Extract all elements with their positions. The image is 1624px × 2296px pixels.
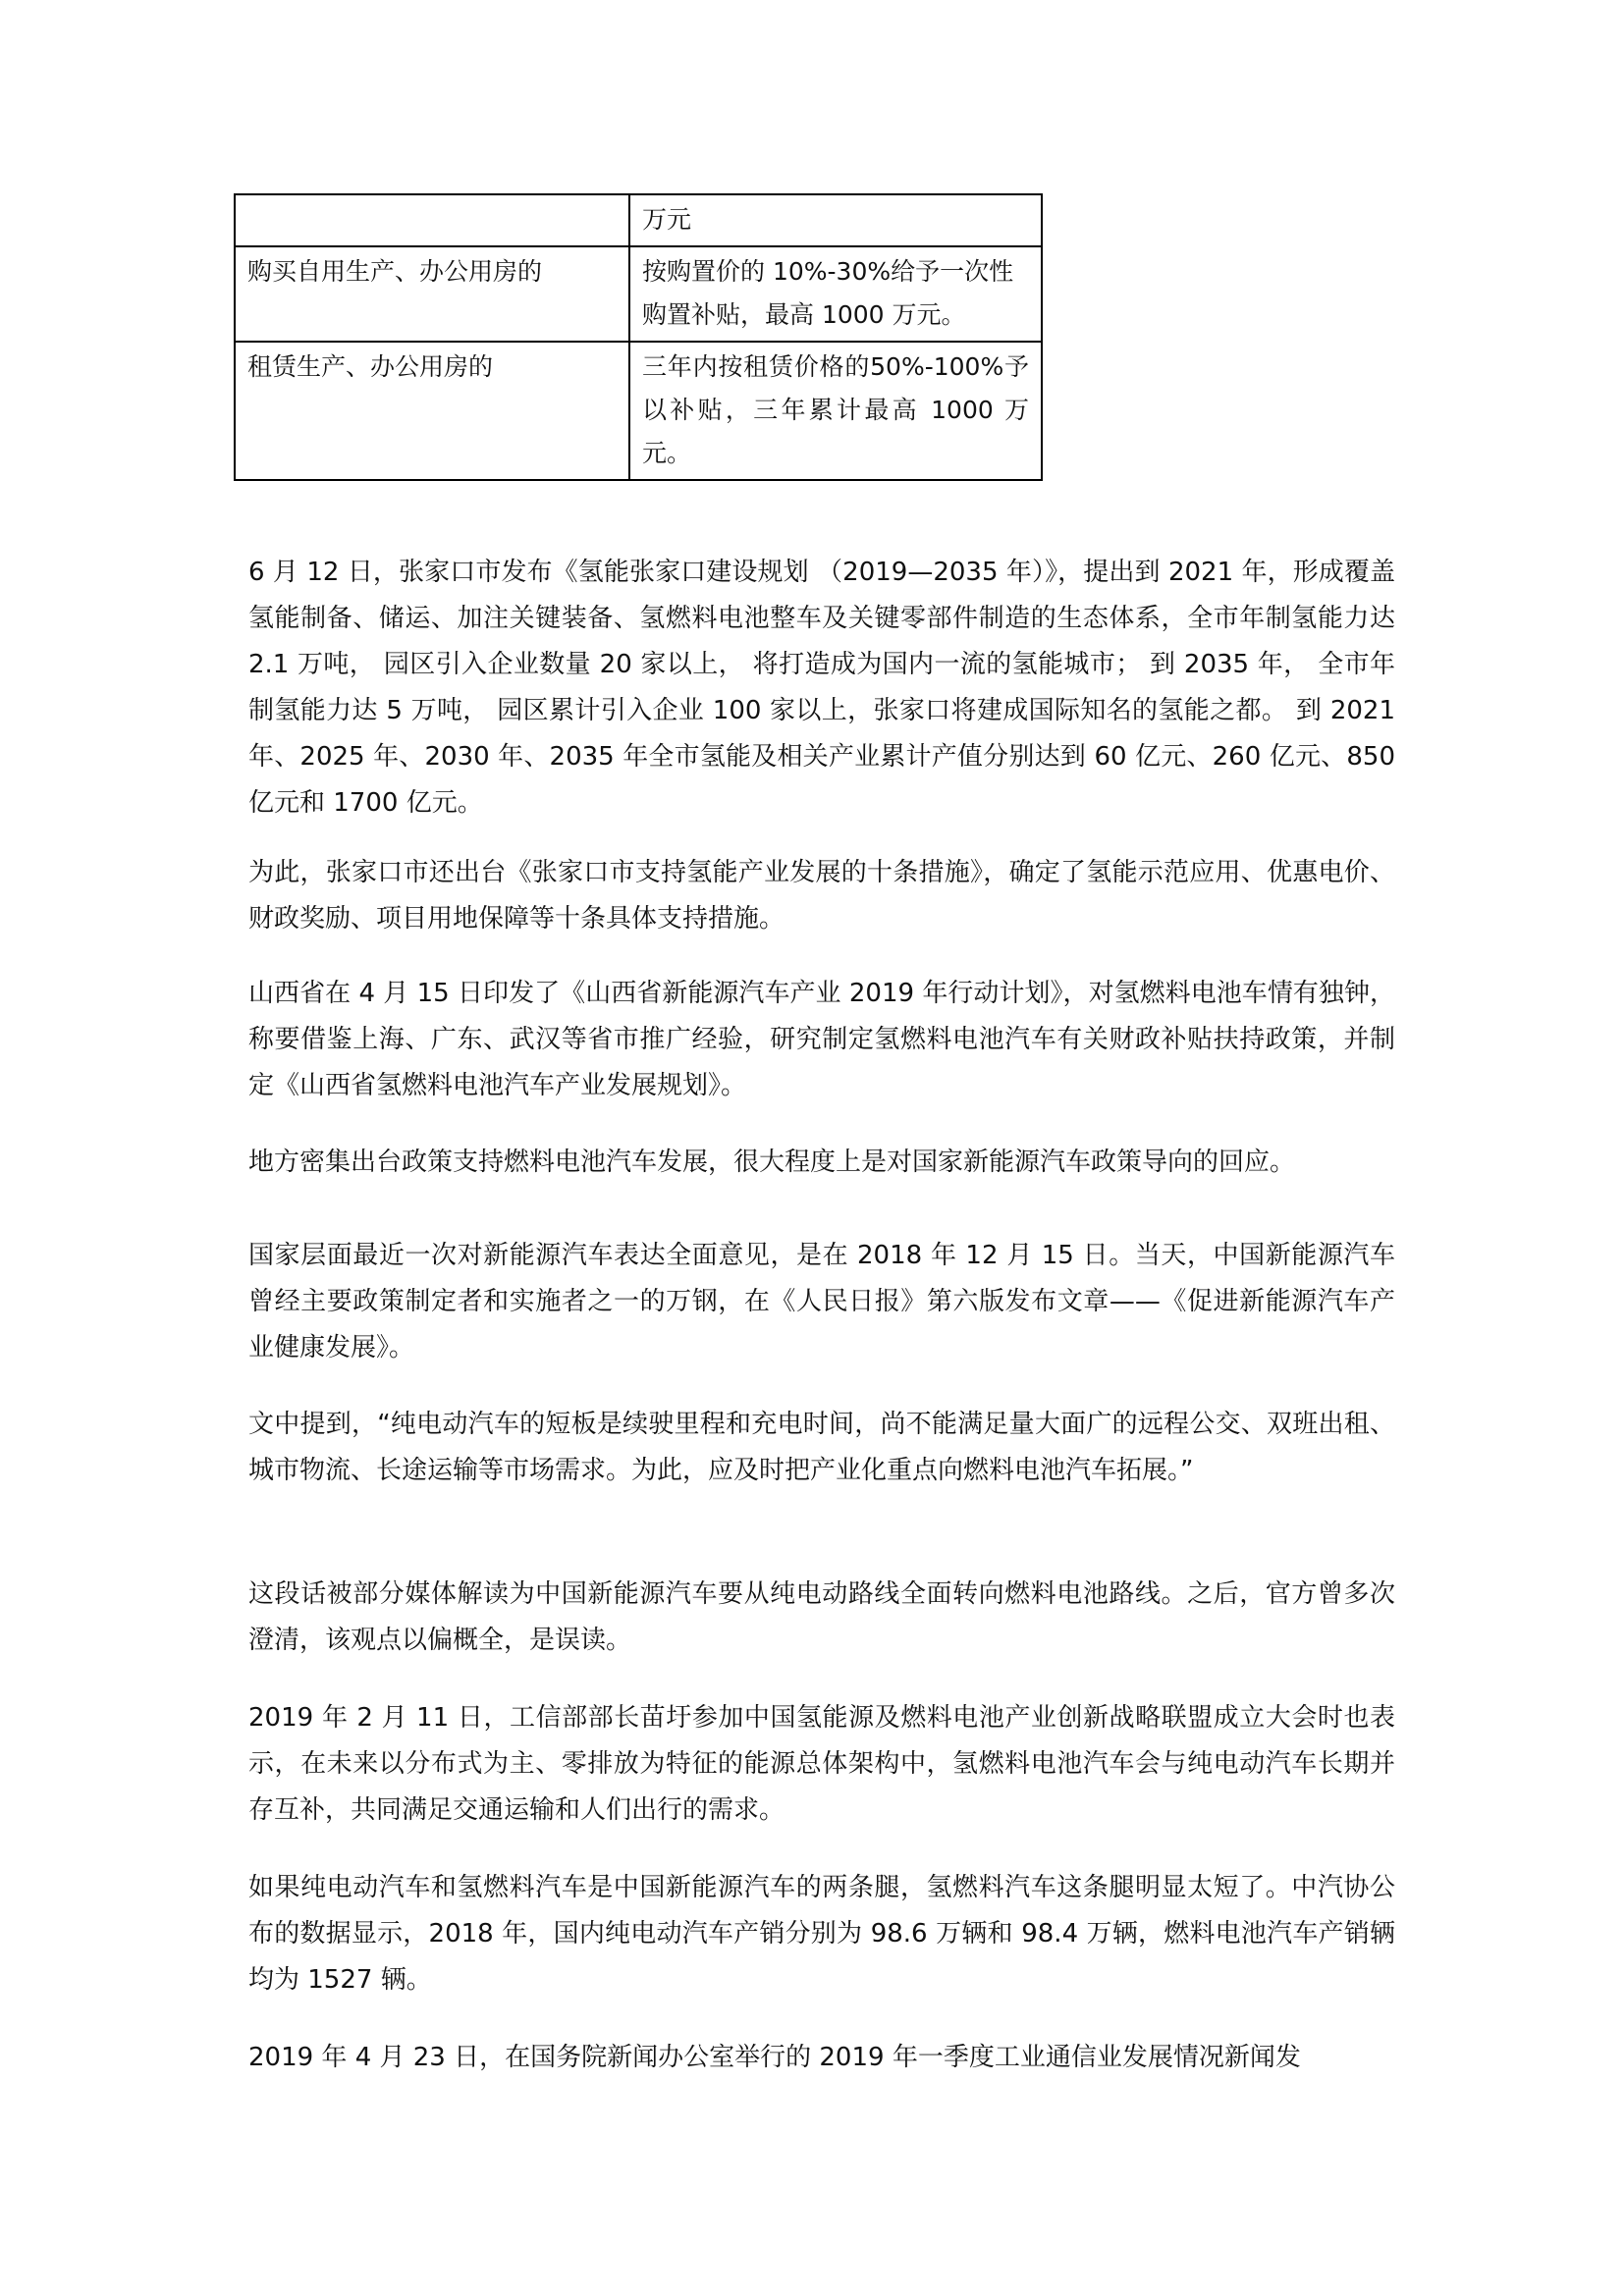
paragraph: 2019 年 4 月 23 日，在国务院新闻办公室举行的 2019 年一季度工业通信业发展情况新闻发 (248, 2043, 1301, 2072)
paragraph: 如果纯电动汽车和氢燃料汽车是中国新能源汽车的两条腿，氢燃料汽车这条腿明显太短了。中汽协公布的数据显示，2018 年，国内纯电动汽车产销分别为 98.6 万辆和 98.4 万辆，燃料电池汽车产销辆均为 1527 辆。 (248, 1873, 1395, 1995)
paragraph: 为此，张家口市还出台《张家口市支持氢能产业发展的十条措施》，确定了氢能示范应用、优惠电价、财政奖励、项目用地保障等十条具体支持措施。 (248, 858, 1395, 934)
table-cell (235, 194, 629, 246)
paragraph: 2019 年 2 月 11 日，工信部部长苗圩参加中国氢能源及燃料电池产业创新战略联盟成立大会时也表示，在未来以分布式为主、零排放为特征的能源总体架构中，氢燃料电池汽车会与纯电动汽车长期并存互补，共同满足交通运输和人们出行的需求。 (248, 1703, 1395, 1825)
table-cell: 购买自用生产、办公用房的 (235, 246, 629, 342)
table-cell: 租赁生产、办公用房的 (235, 342, 629, 480)
paragraph: 地方密集出台政策支持燃料电池汽车发展，很大程度上是对国家新能源汽车政策导向的回应。 (248, 1148, 1296, 1177)
paragraph: 6 月 12 日，张家口市发布《氢能张家口建设规划 （2019—2035 年）》，提出到 2021 年，形成覆盖氢能制备、储运、加注关键装备、氢燃料电池整车及关键零部件制造的生态体系，全市年制氢能力达 2.1 万吨， 园区引入企业数量 20 家以上， 将打造成为国内一流的氢能城市； 到 2035 年， 全市年制氢能力达 5 万吨， 园区累计引入企业 100 家以上，张家口将建成国际知名的氢能之都。 到 2021 年、2025 年、2030 年、2035 年全市氢能及相关产业累计产值分别达到 60 亿元、260 亿元、850 亿元和 1700 亿元。 (248, 558, 1395, 818)
paragraph: 国家层面最近一次对新能源汽车表达全面意见，是在 2018 年 12 月 15 日。当天，中国新能源汽车曾经主要政策制定者和实施者之一的万钢，在《人民日报》第六版发布文章——《促进新能源汽车产业健康发展》。 (248, 1241, 1395, 1362)
table-cell: 万元 (629, 194, 1042, 246)
paragraph: 文中提到，“纯电动汽车的短板是续驶里程和充电时间，尚不能满足量大面广的远程公交、双班出租、城市物流、长途运输等市场需求。为此，应及时把产业化重点向燃料电池汽车拓展。” (248, 1410, 1395, 1485)
table-row (235, 194, 1042, 246)
subsidy-table (234, 193, 1043, 481)
table-cell: 三年内按租赁价格的50%-100%予以补贴，三年累计最高 1000 万元。 (629, 342, 1042, 480)
table-cell: 按购置价的 10%-30%给予一次性购置补贴，最高 1000 万元。 (629, 246, 1042, 342)
table-row (235, 342, 1042, 480)
table-row (235, 246, 1042, 342)
paragraph: 山西省在 4 月 15 日印发了《山西省新能源汽车产业 2019 年行动计划》，对氢燃料电池车情有独钟，称要借鉴上海、广东、武汉等省市推广经验，研究制定氢燃料电池汽车有关财政补贴扶持政策，并制定《山西省氢燃料电池汽车产业发展规划》。 (248, 979, 1395, 1100)
paragraph: 这段话被部分媒体解读为中国新能源汽车要从纯电动路线全面转向燃料电池路线。之后，官方曾多次澄清，该观点以偏概全，是误读。 (248, 1579, 1395, 1655)
